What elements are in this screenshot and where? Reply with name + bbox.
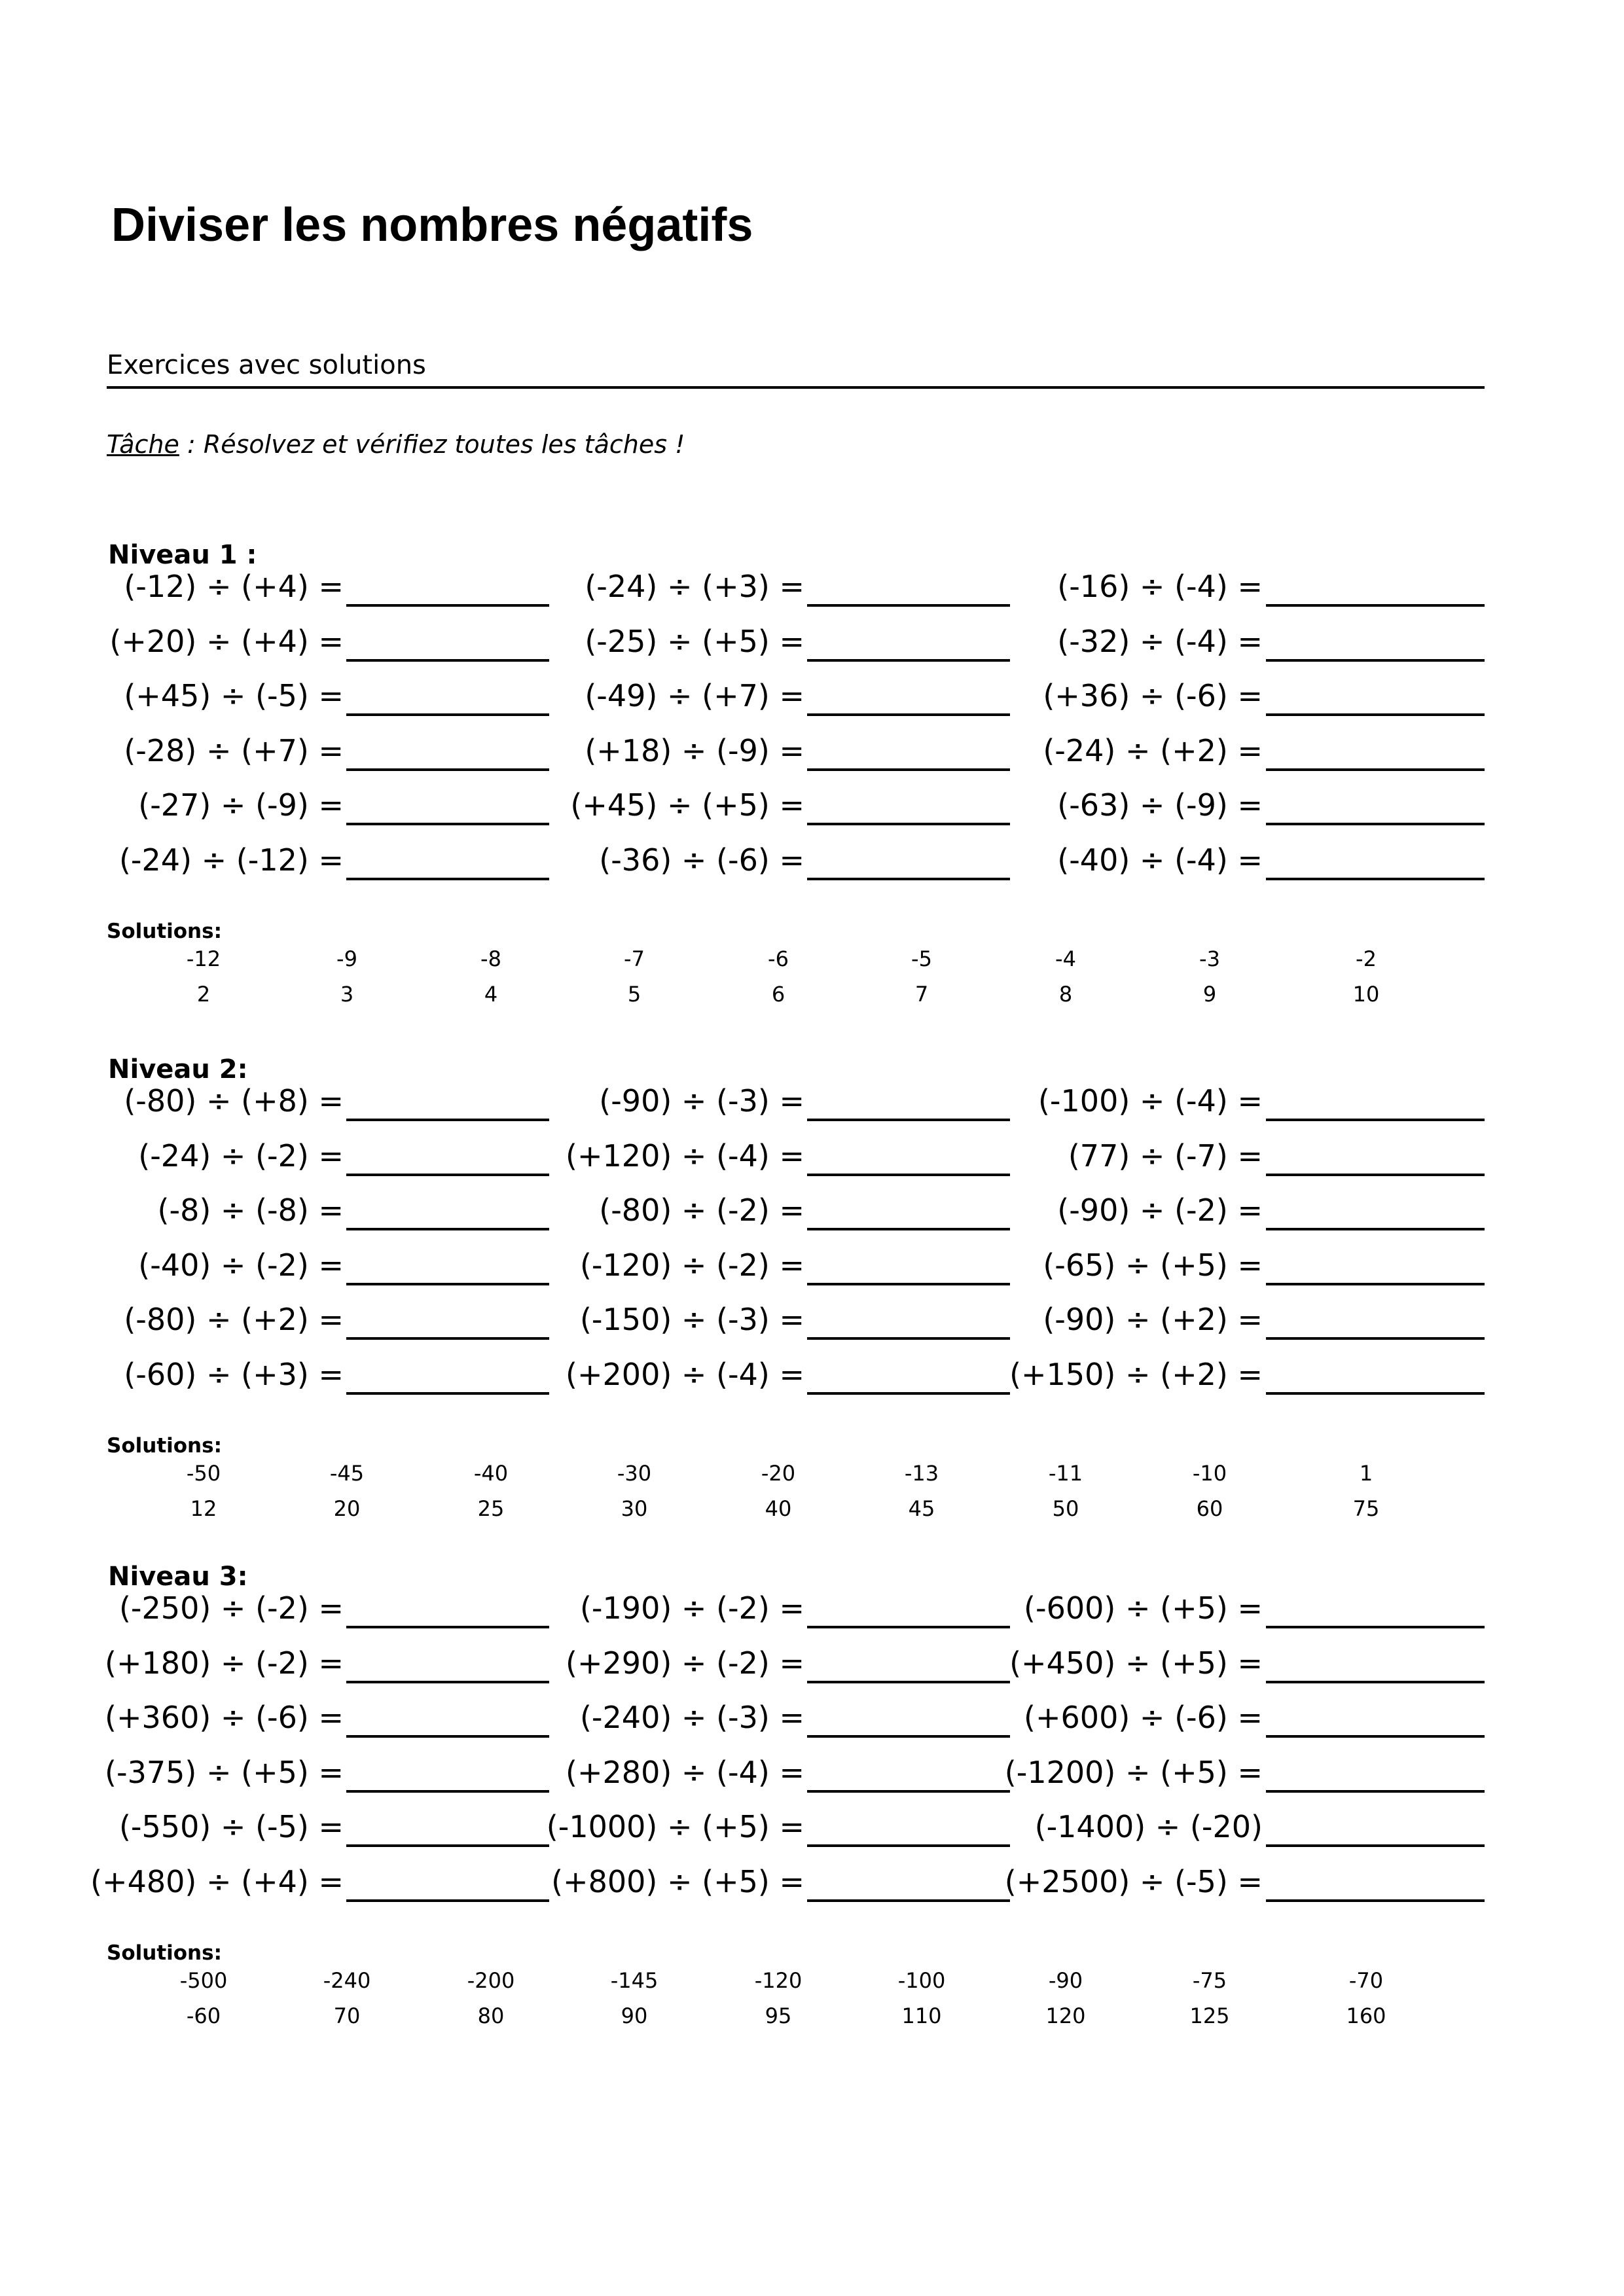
solution-value: 80 — [477, 2003, 505, 2028]
solution-value: -7 — [624, 946, 645, 971]
exercise-expression: (-16) ÷ (-4) = — [1057, 569, 1263, 604]
exercise-row — [0, 1807, 1624, 1846]
solution-value: 50 — [1052, 1496, 1079, 1521]
exercise-expression: (+18) ÷ (-9) = — [585, 733, 804, 768]
level-heading: Niveau 2: — [108, 1054, 248, 1085]
answer-blank[interactable] — [1266, 659, 1485, 662]
exercise-expression: (-600) ÷ (+5) = — [1024, 1590, 1263, 1626]
exercise-row — [0, 1136, 1624, 1175]
exercise-expression: (+150) ÷ (+2) = — [1009, 1357, 1263, 1392]
solutions-row — [0, 981, 1624, 1007]
answer-blank[interactable] — [1266, 713, 1485, 716]
exercise-expression: (-190) ÷ (-2) = — [579, 1590, 804, 1626]
exercise-expression: (+36) ÷ (-6) = — [1043, 678, 1263, 713]
solution-value: -3 — [1199, 946, 1220, 971]
exercise-expression: (-24) ÷ (+2) = — [1043, 733, 1263, 768]
solution-value: -4 — [1055, 946, 1076, 971]
solution-value: -90 — [1048, 1968, 1083, 1993]
solution-value: 10 — [1352, 982, 1380, 1007]
solution-value: -30 — [617, 1461, 652, 1486]
exercise-expression: (-80) ÷ (+2) = — [124, 1302, 344, 1337]
solution-value: -500 — [179, 1968, 228, 1993]
exercise-expression: (-24) ÷ (-2) = — [138, 1138, 344, 1174]
exercise-expression: (-80) ÷ (-2) = — [599, 1193, 804, 1228]
exercise-expression: (-1400) ÷ (-20) — [1034, 1809, 1263, 1844]
solution-value: -70 — [1348, 1968, 1384, 1993]
answer-blank[interactable] — [1266, 1174, 1485, 1176]
level-heading: Niveau 1 : — [108, 540, 257, 570]
exercise-expression: (+800) ÷ (+5) = — [551, 1864, 804, 1899]
answer-blank[interactable] — [1266, 1681, 1485, 1683]
exercise-expression: (77) ÷ (-7) = — [1068, 1138, 1263, 1174]
solution-value: -75 — [1192, 1968, 1227, 1993]
answer-blank[interactable] — [1266, 768, 1485, 771]
exercise-expression: (+480) ÷ (+4) = — [90, 1864, 344, 1899]
solution-value: -200 — [467, 1968, 515, 1993]
solution-value: -20 — [761, 1461, 796, 1486]
level-heading: Niveau 3: — [108, 1562, 248, 1592]
exercise-expression: (-25) ÷ (+5) = — [585, 624, 804, 659]
solution-value: -60 — [186, 2003, 221, 2028]
solution-value: 8 — [1058, 982, 1073, 1007]
task-instruction — [107, 432, 685, 457]
solutions-row — [0, 1460, 1624, 1486]
solution-value: 120 — [1045, 2003, 1086, 2028]
solution-value: -100 — [897, 1968, 946, 1993]
exercise-expression: (-1200) ÷ (+5) = — [1004, 1755, 1263, 1790]
solution-value: 3 — [340, 982, 354, 1007]
exercise-row — [0, 1862, 1624, 1901]
answer-blank[interactable] — [1266, 1392, 1485, 1395]
solution-value: 70 — [333, 2003, 361, 2028]
exercise-expression: (-80) ÷ (+8) = — [124, 1083, 344, 1119]
exercise-expression: (-375) ÷ (+5) = — [105, 1755, 344, 1790]
solution-value: 4 — [484, 982, 498, 1007]
exercise-expression: (-28) ÷ (+7) = — [124, 733, 344, 768]
solutions-row — [0, 1967, 1624, 1994]
exercise-expression: (-90) ÷ (-3) = — [599, 1083, 804, 1119]
exercise-expression: (-27) ÷ (-9) = — [138, 787, 344, 823]
exercise-row — [0, 1081, 1624, 1121]
solution-value: -9 — [336, 946, 357, 971]
answer-blank[interactable] — [1266, 1283, 1485, 1285]
answer-blank[interactable] — [1266, 604, 1485, 607]
solution-value: 75 — [1352, 1496, 1380, 1521]
answer-blank[interactable] — [1266, 1899, 1485, 1902]
exercise-expression: (+200) ÷ (-4) = — [566, 1357, 804, 1392]
solutions-heading: Solutions: — [107, 1941, 222, 1965]
answer-blank[interactable] — [1266, 1626, 1485, 1628]
answer-blank[interactable] — [1266, 1844, 1485, 1847]
solutions-heading: Solutions: — [107, 1434, 222, 1458]
exercise-expression: (-150) ÷ (-3) = — [579, 1302, 804, 1337]
task-text: : Résolvez et vérifiez toutes les tâches ! — [179, 430, 685, 459]
solution-value: 5 — [627, 982, 641, 1007]
exercise-expression: (+20) ÷ (+4) = — [109, 624, 344, 659]
page-title: Diviser les nombres négatifs — [111, 199, 753, 251]
exercise-row — [0, 1643, 1624, 1683]
solution-value: 25 — [477, 1496, 505, 1521]
solution-value: -5 — [911, 946, 932, 971]
exercise-row — [0, 567, 1624, 606]
exercise-row — [0, 1300, 1624, 1339]
solution-value: 90 — [621, 2003, 648, 2028]
exercise-row — [0, 840, 1624, 880]
exercise-expression: (-550) ÷ (-5) = — [118, 1809, 344, 1844]
answer-blank[interactable] — [1266, 1790, 1485, 1793]
answer-blank[interactable] — [1266, 823, 1485, 825]
exercise-row — [0, 1588, 1624, 1628]
solution-value: 6 — [771, 982, 785, 1007]
exercise-expression: (+360) ÷ (-6) = — [105, 1700, 344, 1735]
solution-value: 20 — [333, 1496, 361, 1521]
solutions-row — [0, 1496, 1624, 1522]
exercise-expression: (-240) ÷ (-3) = — [579, 1700, 804, 1735]
exercise-expression: (-90) ÷ (-2) = — [1057, 1193, 1263, 1228]
solution-value: -12 — [186, 946, 221, 971]
exercise-expression: (+120) ÷ (-4) = — [566, 1138, 804, 1174]
exercise-row — [0, 1698, 1624, 1737]
exercise-row — [0, 676, 1624, 715]
solution-value: 110 — [901, 2003, 942, 2028]
solution-value: 12 — [190, 1496, 217, 1521]
exercise-expression: (-40) ÷ (-4) = — [1057, 842, 1263, 878]
solution-value: 2 — [196, 982, 211, 1007]
exercise-expression: (+280) ÷ (-4) = — [566, 1755, 804, 1790]
solutions-row — [0, 2003, 1624, 2029]
exercise-expression: (-24) ÷ (+3) = — [585, 569, 804, 604]
exercise-expression: (-12) ÷ (+4) = — [124, 569, 344, 604]
solution-value: -8 — [480, 946, 501, 971]
exercise-expression: (-60) ÷ (+3) = — [124, 1357, 344, 1392]
solution-value: 9 — [1202, 982, 1217, 1007]
exercise-expression: (-120) ÷ (-2) = — [579, 1247, 804, 1283]
answer-blank[interactable] — [1266, 1337, 1485, 1340]
exercise-expression: (+180) ÷ (-2) = — [105, 1645, 344, 1681]
exercise-expression: (+45) ÷ (+5) = — [570, 787, 804, 823]
exercise-expression: (-1000) ÷ (+5) = — [546, 1809, 804, 1844]
solution-value: -10 — [1192, 1461, 1227, 1486]
answer-blank[interactable] — [1266, 1228, 1485, 1230]
exercise-expression: (-24) ÷ (-12) = — [118, 842, 344, 878]
exercise-expression: (-32) ÷ (-4) = — [1057, 624, 1263, 659]
solution-value: 160 — [1346, 2003, 1386, 2028]
solution-value: 7 — [914, 982, 929, 1007]
solution-value: -6 — [768, 946, 789, 971]
exercise-row — [0, 1753, 1624, 1792]
solution-value: 45 — [908, 1496, 935, 1521]
solution-value: -50 — [186, 1461, 221, 1486]
exercise-row — [0, 1191, 1624, 1230]
exercise-expression: (-250) ÷ (-2) = — [118, 1590, 344, 1626]
solution-value: -145 — [610, 1968, 659, 1993]
solution-value: -240 — [323, 1968, 371, 1993]
exercise-row — [0, 785, 1624, 825]
exercise-expression: (-100) ÷ (-4) = — [1038, 1083, 1263, 1119]
solution-value: 125 — [1189, 2003, 1230, 2028]
exercise-row — [0, 731, 1624, 770]
exercise-expression: (-49) ÷ (+7) = — [585, 678, 804, 713]
exercise-expression: (-90) ÷ (+2) = — [1043, 1302, 1263, 1337]
exercise-row — [0, 1355, 1624, 1394]
exercise-expression: (-65) ÷ (+5) = — [1043, 1247, 1263, 1283]
exercise-expression: (-8) ÷ (-8) = — [157, 1193, 344, 1228]
exercise-row — [0, 622, 1624, 661]
answer-blank[interactable] — [1266, 878, 1485, 880]
solutions-heading: Solutions: — [107, 920, 222, 943]
solution-value: 40 — [765, 1496, 792, 1521]
exercise-row — [0, 1246, 1624, 1285]
solution-value: -13 — [904, 1461, 939, 1486]
exercise-expression: (+600) ÷ (-6) = — [1024, 1700, 1263, 1735]
solutions-row — [0, 946, 1624, 972]
exercise-expression: (+45) ÷ (-5) = — [124, 678, 344, 713]
exercise-expression: (-36) ÷ (-6) = — [599, 842, 804, 878]
solution-value: 1 — [1359, 1461, 1373, 1486]
solution-value: 30 — [621, 1496, 648, 1521]
exercise-expression: (-40) ÷ (-2) = — [138, 1247, 344, 1283]
exercise-expression: (+2500) ÷ (-5) = — [1004, 1864, 1263, 1899]
subtitle: Exercices avec solutions — [107, 352, 1485, 389]
solution-value: -45 — [329, 1461, 365, 1486]
solution-value: 95 — [765, 2003, 792, 2028]
exercise-expression: (+450) ÷ (+5) = — [1009, 1645, 1263, 1681]
answer-blank[interactable] — [1266, 1119, 1485, 1121]
task-label: Tâche — [107, 430, 179, 459]
solution-value: -2 — [1356, 946, 1377, 971]
solution-value: 60 — [1196, 1496, 1223, 1521]
solution-value: -40 — [473, 1461, 509, 1486]
solution-value: -120 — [754, 1968, 803, 1993]
exercise-expression: (+290) ÷ (-2) = — [566, 1645, 804, 1681]
answer-blank[interactable] — [1266, 1735, 1485, 1738]
exercise-expression: (-63) ÷ (-9) = — [1057, 787, 1263, 823]
solution-value: -11 — [1048, 1461, 1083, 1486]
